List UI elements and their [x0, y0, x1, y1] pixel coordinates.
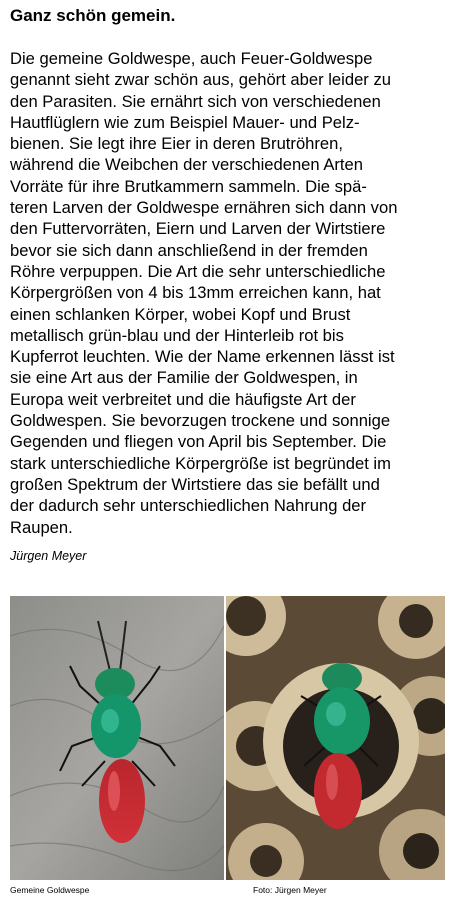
article-author: Jürgen Meyer — [10, 549, 87, 563]
article-title: Ganz schön gemein. — [10, 6, 176, 25]
photo-wasp-at-nest-tubes — [226, 596, 445, 880]
article-body: Die gemeine Goldwespe, auch Feuer-Goldwespe genannt sieht zwar schön aus, gehört aber leider zu den Parasiten. Sie ernährt sich von verschiedenen Hautflüglern wie zum Beispiel Mauer- und Pelz- bienen. Sie legt ihre Eier in deren Brutröhren, während die Weibchen der verschiedenen Arten Vorräte für ihre Brutkammern sammeln. Die spä- teren Larven der Goldwespe ernähren sich dann von den Futtervorräten, Eiern und Larven der Wirtstiere bevor sie sich dann anschließend in der fremden Röhre verpuppen. Die Art die sehr unterschiedliche Körpergrößen von 4 bis 13mm erreichen kann, hat einen schlanken Körper, wobei Kopf und Brust metallisch grün-blau und der Hinterleib rot bis Kupferrot leuchten. Wie der Name erkennen lässt ist sie eine Art aus der Familie der Goldwespen, in Europa weit verbreitet und die häufigste Art der Goldwespen. Sie bevorzugen trockene und sonnige Gegenden und fliegen von April bis September. Die stark unterschiedliche Körpergröße ist begründet im großen Spektrum der Wirtstiere das sie befällt und der dadurch sehr unterschiedlichen Nahrung der Raupen. — [10, 49, 398, 537]
photo-caption-left: Gemeine Goldwespe — [10, 885, 90, 895]
photo-credit: Foto: Jürgen Meyer — [253, 885, 327, 895]
photo-wasp-on-wood — [10, 596, 224, 880]
